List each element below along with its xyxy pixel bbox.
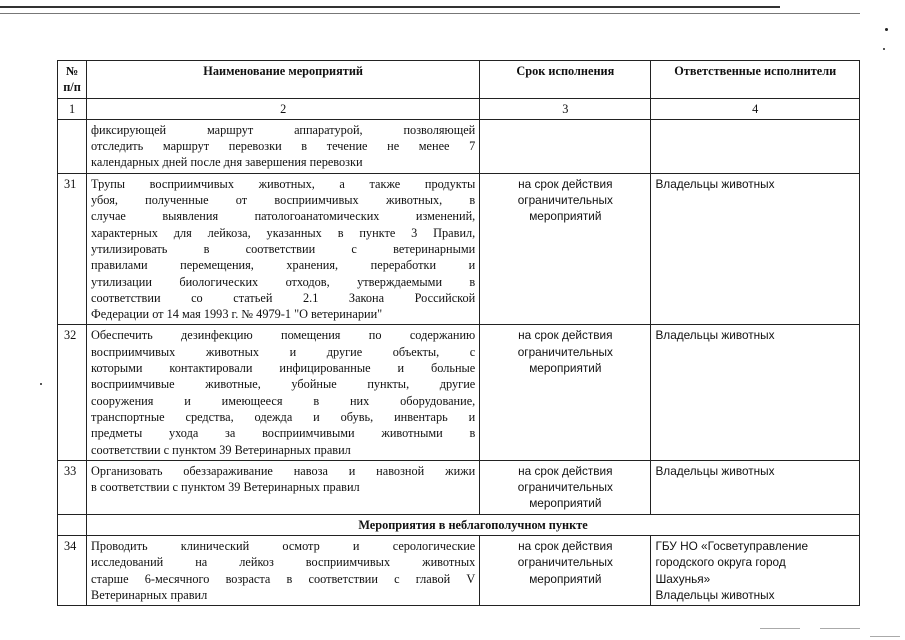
scan-top-rule-thin — [0, 13, 860, 14]
text-line: отследить маршрут перевозки в течение не менее 7 — [91, 139, 476, 154]
scan-bottom-mark — [870, 636, 900, 637]
header-num: № п/п — [58, 61, 87, 99]
column-index: 1 — [58, 98, 87, 119]
table-row — [58, 460, 860, 514]
header-name: Наименование мероприятий — [87, 61, 480, 99]
row-number — [58, 119, 87, 173]
text-line: Владельцы животных — [655, 463, 775, 478]
text-line: Владельцы животных — [655, 587, 775, 602]
row-term — [480, 173, 651, 325]
row-responsible — [651, 325, 860, 460]
text-line: ограничительных — [517, 555, 613, 570]
text-line: ГБУ НО «Госветуправление — [655, 539, 809, 554]
text-line: убоя, полученные от восприимчивых животных, в — [91, 193, 476, 208]
scan-top-rule — [0, 6, 780, 8]
text-line: ограничительных — [517, 193, 613, 208]
text-line: утилизировать в соответствии с ветеринарными — [91, 241, 476, 256]
row-term — [480, 536, 651, 606]
text-line: старше 6-месячного возраста в соответствии с главой V — [91, 571, 476, 586]
text-line: на срок действия — [518, 176, 613, 191]
text-line: Обеспечить дезинфекцию помещения по содержанию — [91, 328, 476, 343]
text-line: восприимчивые животные, убойные пункты, другие — [91, 377, 476, 392]
row-term — [480, 460, 651, 514]
text-line: Проводить клинический осмотр и серологические — [91, 539, 476, 554]
text-line: мероприятий — [529, 496, 602, 511]
row-responsible — [651, 119, 860, 173]
scan-bottom-mark — [820, 628, 860, 629]
column-index: 3 — [480, 98, 651, 119]
text-line: на срок действия — [518, 463, 613, 478]
text-line: характерных для лейкоза, указанных в пункте 3 Правил, — [91, 225, 476, 240]
text-line: Федерации от 14 мая 1993 г. № 4979-1 "О ветеринарии" — [91, 307, 383, 322]
row-responsible — [651, 460, 860, 514]
table-row — [58, 173, 860, 325]
row-responsible — [651, 173, 860, 325]
header-responsible: Ответственные исполнители — [651, 61, 860, 99]
section-row — [58, 514, 860, 535]
text-line: мероприятий — [529, 571, 602, 586]
text-line: ограничительных — [517, 480, 613, 495]
column-index-row — [58, 98, 860, 119]
text-line: восприимчивых животных и другие объекты, с — [91, 344, 476, 359]
text-line: предметы ухода за восприимчивыми животными в — [91, 426, 476, 441]
column-index: 2 — [87, 98, 480, 119]
text-line: транспортные средства, одежда и обувь, инвентарь и — [91, 409, 476, 424]
text-line: фиксирующей маршрут аппаратурой, позволяющей — [91, 122, 476, 137]
text-line: в соответствии с пунктом 39 Ветеринарных правил — [91, 480, 360, 495]
text-line: Владельцы животных — [655, 176, 775, 191]
text-line: утилизации биологических отходов, утверждаемыми в — [91, 274, 476, 289]
text-line: Ветеринарных правил — [91, 587, 208, 602]
text-line: исследований на лейкоз восприимчивых животных — [91, 555, 476, 570]
scan-bottom-mark — [760, 628, 800, 629]
row-number: 32 — [58, 325, 87, 460]
table-row — [58, 119, 860, 173]
text-line: городского округа город — [655, 555, 786, 570]
scan-speck — [885, 28, 888, 31]
text-line: которыми контактировали инфицированные и больные — [91, 361, 476, 376]
table-body — [58, 119, 860, 514]
row-number: 33 — [58, 460, 87, 514]
text-line: календарных дней после дня завершения перевозки — [91, 155, 363, 170]
table-row — [58, 536, 860, 606]
row-measure — [87, 536, 480, 606]
scan-speck — [40, 383, 42, 385]
section-title: Мероприятия в неблагополучном пункте — [87, 514, 860, 535]
text-line: Трупы восприимчивых животных, а также продукты — [91, 176, 476, 191]
text-line: Организовать обеззараживание навоза и навозной жижи — [91, 463, 476, 478]
row-number: 34 — [58, 536, 87, 606]
text-line: на срок действия — [518, 539, 613, 554]
text-line: Владельцы животных — [655, 328, 775, 343]
row-measure — [87, 325, 480, 460]
section-num-cell — [58, 514, 87, 535]
row-measure — [87, 173, 480, 325]
text-line: сооружения и имеющееся в них оборудование, — [91, 393, 476, 408]
text-line: правилами перемещения, хранения, переработки и — [91, 258, 476, 273]
row-number: 31 — [58, 173, 87, 325]
text-line: мероприятий — [529, 209, 602, 224]
text-line: на срок действия — [518, 328, 613, 343]
text-line: ограничительных — [517, 344, 613, 359]
row-measure — [87, 119, 480, 173]
column-index: 4 — [651, 98, 860, 119]
row-term — [480, 119, 651, 173]
text-line: мероприятий — [529, 361, 602, 376]
text-line: Шахунья» — [655, 571, 711, 586]
text-line: случае выявления патологоанатомических изменений, — [91, 209, 476, 224]
text-line: соответствии со статьей 2.1 Закона Российской — [91, 290, 476, 305]
header-term: Срок исполнения — [480, 61, 651, 99]
text-line: соответствии с пунктом 39 Ветеринарных правил — [91, 442, 351, 457]
measures-table — [57, 60, 860, 606]
table-header-row — [58, 61, 860, 99]
row-term — [480, 325, 651, 460]
row-responsible — [651, 536, 860, 606]
row-measure — [87, 460, 480, 514]
scan-speck — [883, 48, 885, 50]
table-row — [58, 325, 860, 460]
